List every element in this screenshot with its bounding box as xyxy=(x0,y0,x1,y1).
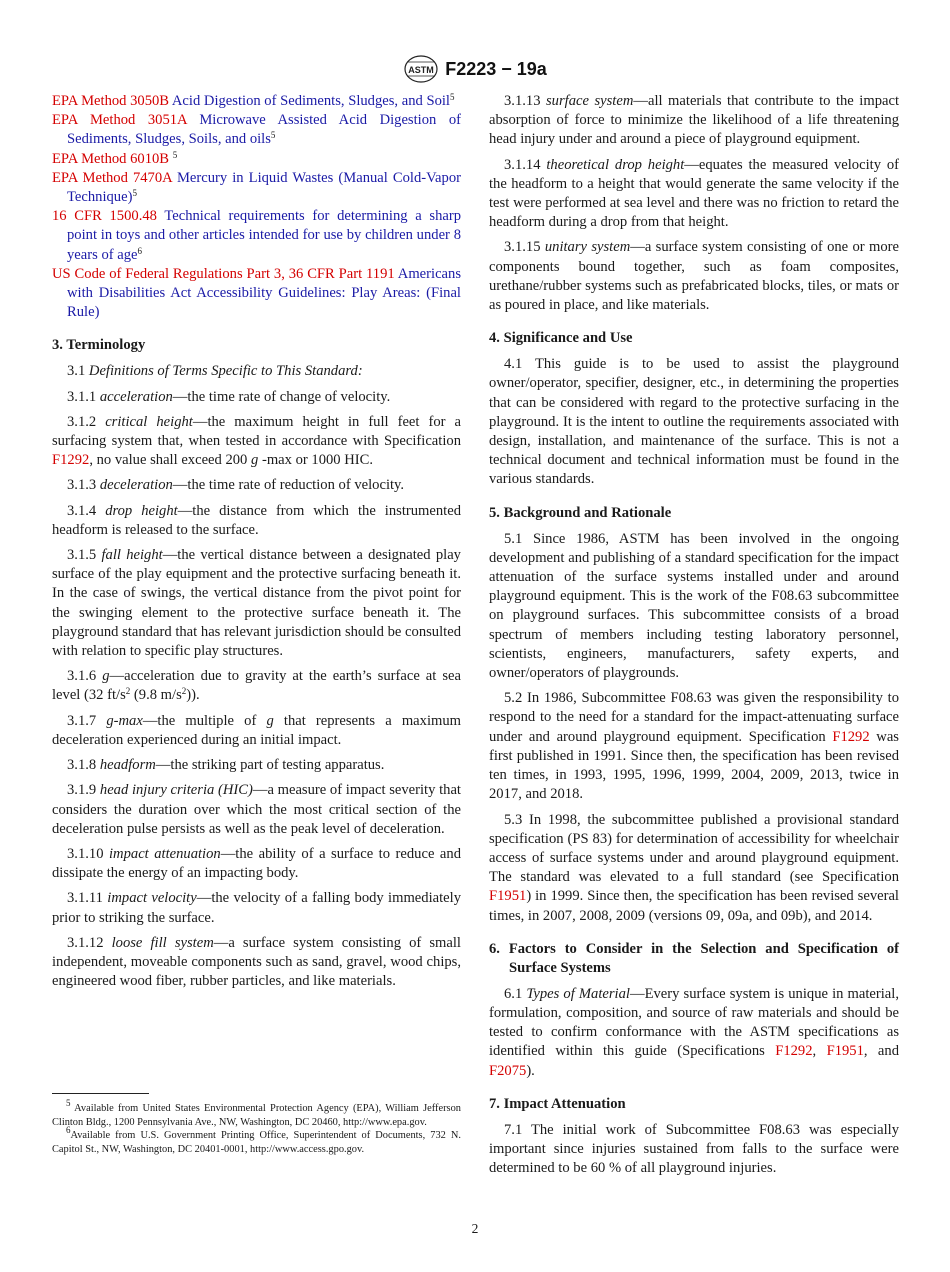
reference-title-link[interactable]: Mercury in Liquid Wastes (Manual Cold-Vapor Technique) xyxy=(67,169,461,206)
reference-code-link[interactable]: US Code of Federal Regulations Part 3, 36 CFR Part 1191 xyxy=(52,265,395,282)
paragraph-3-1-1: 3.1.1 acceleration—the time rate of change of velocity. xyxy=(67,388,391,405)
standard-designation: F2223 − 19a xyxy=(445,58,547,79)
paragraph-5-1: 5.1 Since 1986, ASTM has been involved in the ongoing development and publishing of a standard specification for the impact attenuation of the surface systems installed under and around playground equipment. This is the work of the F08.63 subcommittee on playground surfaces. This subcommittee consists of a broad spectrum of members including testing laboratory personnel, scientists, engineers, manufacturers, safety experts, and owner/operators of playgrounds. xyxy=(489,530,899,682)
paragraph-3-1-3: 3.1.3 deceleration—the time rate of reduction of velocity. xyxy=(67,477,405,494)
reference-item xyxy=(52,150,461,169)
paragraph-3-1-5: 3.1.5 fall height—the vertical distance between a designated play surface of the play equipment and the protective surfacing beneath it. In the case of swings, the vertical distance from the pivot point for the swinging element to the protective surface beneath it. The playground standard that has relevant jurisdiction should be consulted with relation to specific play structures. xyxy=(52,547,461,660)
paragraph-3-1-8: 3.1.8 headform—the striking part of testing apparatus. xyxy=(67,757,385,774)
reference-item xyxy=(52,207,461,265)
paragraph-6-1: 6.1 Types of Material—Every surface system is unique in material, formulation, composition, and source of raw materials and should be tested to confirm conformance with the ASTM specifications as identified within this guide (Specifications F1292, F1951, and F2075). xyxy=(489,985,899,1079)
section-4-heading: 4. Significance and Use xyxy=(489,330,633,347)
footnote-mark[interactable]: 5 xyxy=(449,92,455,102)
footnotes xyxy=(52,1093,461,1156)
reference-title-link[interactable]: Acid Digestion of Sediments, Sludges, and Soil xyxy=(171,93,450,109)
paragraph-4-1: 4.1 This guide is to be used to assist the playground owner/operator, specifier, designer, etc., in determining the properties that can be considered with regard to the protective surfacing in the playground. It is the intent to outline the requirements associated with design, installation, and maintenance of the surface. This is not a technical document and technical information must be found in the various standards. xyxy=(489,356,899,488)
paragraph-5-3: 5.3 In 1998, the subcommittee published a provisional standard specification (PS 83) for determination of accessibility for wheelchair access of surface systems under and around playground equipment. The standard was elevated to a full standard (see Specification F1951) in 1999. Since then, the specification has been revised several times, in 2007, 2008, 2009 (versions 09, 09a, and 09b), and 2014. xyxy=(489,811,899,924)
paragraph-3-1-9: 3.1.9 head injury criteria (HIC)—a measure of impact severity that considers the duration over which the most critical section of the deceleration pulse persists as well as the peak level of deceleration. xyxy=(52,782,461,837)
reference-code-link[interactable]: EPA Method 3050B xyxy=(52,93,170,109)
paragraph-3-1-15: 3.1.15 unitary system—a surface system consisting of one or more components bound together, such as foam composites, urethane/rubber systems such as prefabricated blocks, tiles, or mats or as poured in place, and like materials. xyxy=(489,239,899,314)
spec-link-f1292[interactable]: F1292 xyxy=(775,1043,813,1060)
footnote-6: $^6$Available from U.S. Government Printing Office, Superintendent of Documents, 732 N. Capitol St., NW, Washington, DC 20401-0001, http://www.access.gpo.gov. xyxy=(52,1125,461,1155)
page-header xyxy=(0,52,950,86)
section-3-heading: 3. Terminology xyxy=(52,337,146,354)
paragraph-3-1-11: 3.1.11 impact velocity—the velocity of a falling body immediately prior to striking the surface. xyxy=(52,890,461,926)
paragraph-3-1: 3.1 Definitions of Terms Specific to This Standard: xyxy=(67,363,363,380)
footnote-mark[interactable]: 5 xyxy=(132,188,137,199)
reference-item xyxy=(52,111,461,149)
reference-code-link[interactable]: EPA Method 6010B xyxy=(52,150,170,167)
astm-logo-text: ASTM xyxy=(408,65,434,75)
reference-code-link[interactable]: EPA Method 3051A xyxy=(52,112,187,129)
spec-link-f1951[interactable]: F1951 xyxy=(489,888,527,905)
reference-title-link[interactable]: Technical requirements for determining a sharp point in toys and other articles intended for use by children under 8 years of age xyxy=(67,208,462,263)
footnote-mark[interactable]: 5 xyxy=(270,130,276,141)
footnote-divider xyxy=(52,1093,149,1094)
left-column xyxy=(52,92,461,997)
paragraph-3-1-6: 3.1.6 g—acceleration due to gravity at the earth’s surface at sea level (32 $ft/s^2$ (9.8 $m/s^2$)). xyxy=(52,668,461,704)
footnote-5: $^5$ Available from United States Environmental Protection Agency (EPA), William Jefferson Clinton Bldg., 1200 Pennsylvania Ave., NW, Washington, DC 20460, http://www.epa.gov. xyxy=(52,1098,461,1128)
paragraph-3-1-10: 3.1.10 impact attenuation—the ability of a surface to reduce and dissipate the energy of an impacting body. xyxy=(52,845,461,882)
spec-link-f1292[interactable]: F1292 xyxy=(832,728,870,745)
paragraph-3-1-2: 3.1.2 critical height—the maximum height in full feet for a surfacing system that, when tested in accordance with Specification F1292, no value shall exceed 200 g -max or 1000 HIC. xyxy=(52,413,461,469)
paragraph-3-1-14: 3.1.14 theoretical drop height—equates the measured velocity of the headform to a height that would generate the same velocity if the test were performed at sea level and there was no friction to retard the headform during a drop from that height. xyxy=(489,156,900,231)
paragraph-7-1: 7.1 The initial work of Subcommittee F08.63 was especially important since injuries sustained from falls to the surface were determined to be 60 % of all playground injuries. xyxy=(489,1121,899,1177)
page-number: 2 xyxy=(471,1221,479,1236)
paragraph-3-1-12: 3.1.12 loose fill system—a surface system consisting of small independent, moveable components such as sand, gravel, wood chips, engineered wood fiber, rubber particles, and like materials. xyxy=(52,934,461,990)
astm-logo-icon xyxy=(403,54,439,84)
section-5-heading: 5. Background and Rationale xyxy=(489,504,672,521)
reference-item xyxy=(52,265,461,323)
spec-link-f1292[interactable]: F1292 xyxy=(52,452,90,469)
footnote-mark[interactable]: 5 xyxy=(172,149,178,160)
spec-link-f1951[interactable]: F1951 xyxy=(826,1043,864,1060)
paragraph-5-2: 5.2 In 1986, Subcommittee F08.63 was given the responsibility to respond to the need for a standard for the impact-attenuating surface under and around playground equipment. Specification F1292 was first published in 1991. Since then, the specification has been revised ten times, in 1993, 1995, 1996, 1999, 2004, 2009, 2013, twice in 2017, and 2018. xyxy=(489,690,899,803)
right-column xyxy=(489,92,899,1184)
reference-code-link[interactable]: 16 CFR 1500.48 xyxy=(52,208,157,225)
reference-item xyxy=(52,92,461,111)
footnote-mark[interactable]: 6 xyxy=(137,245,142,256)
section-7-heading: 7. Impact Attenuation xyxy=(489,1095,626,1112)
paragraph-3-1-7: 3.1.7 g-max—the multiple of g that represents a maximum deceleration experienced during an initial impact. xyxy=(52,712,461,748)
section-6-heading: 6. Factors to Consider in the Selection and Specification of Surface Systems xyxy=(489,940,899,976)
reference-code-link[interactable]: EPA Method 7470A xyxy=(52,169,172,186)
paragraph-3-1-13: 3.1.13 surface system—all materials that contribute to the impact absorption of force to minimize the likelihood of a life threatening head injury under and around a piece of playground equipment. xyxy=(489,93,899,148)
spec-link-f2075[interactable]: F2075 xyxy=(489,1062,527,1079)
reference-title-link[interactable]: Microwave Assisted Acid Digestion of Sediments, Sludges, Soils, and oils xyxy=(67,112,461,148)
paragraph-3-1-4: 3.1.4 drop height—the distance from which the instrumented headform is released to the surface. xyxy=(52,502,461,538)
reference-item xyxy=(52,169,461,207)
reference-title-link[interactable]: Americans with Disabilities Act Accessibility Guidelines: Play Areas: (Final Rule) xyxy=(67,265,461,321)
